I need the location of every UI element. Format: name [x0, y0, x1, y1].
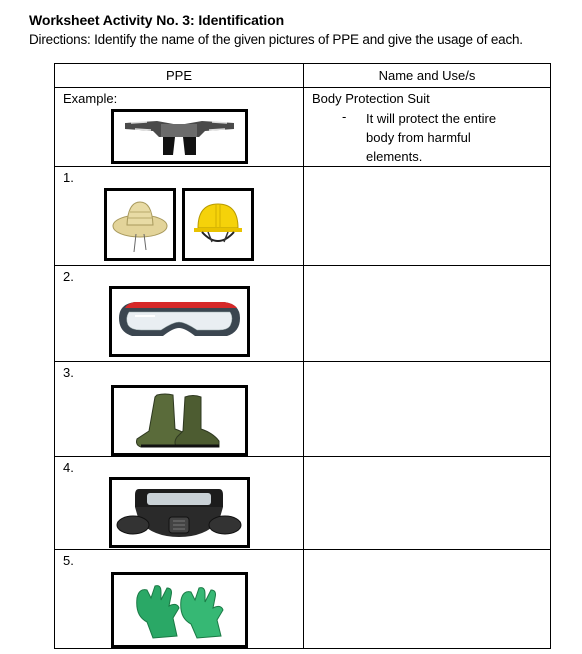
ppe-cell-4: [55, 457, 304, 550]
rubber-gloves-icon: [117, 578, 242, 642]
item-number: 5.: [63, 553, 74, 568]
gas-mask-icon: [115, 483, 244, 542]
worksheet-title: Worksheet Activity No. 3: Identification: [29, 12, 285, 28]
safety-goggles-icon: [115, 292, 244, 351]
item-number: 4.: [63, 460, 74, 475]
answer-cell-1[interactable]: [304, 167, 551, 266]
example-label: Example:: [63, 91, 118, 106]
ppe-cell-1: [55, 167, 304, 266]
table-row: [55, 457, 551, 550]
item-number: 1.: [63, 170, 74, 185]
example-row: [55, 88, 551, 167]
table-row: [55, 266, 551, 362]
gas-mask-picture: [109, 477, 250, 548]
answer-cell-2[interactable]: [304, 266, 551, 362]
straw-hat-picture: [104, 188, 176, 261]
hard-hat-picture: [182, 188, 254, 261]
table-row: [55, 362, 551, 457]
suit-picture: [111, 109, 248, 164]
table-row: [55, 167, 551, 266]
straw-hat-icon: [110, 194, 170, 255]
table-header-row: [55, 64, 551, 88]
use-dash: -: [342, 109, 347, 124]
example-answer-use: It will protect the entire body from harmful elements.: [366, 111, 497, 164]
ppe-cell-2: [55, 266, 304, 362]
item-number: 2.: [63, 269, 74, 284]
ppe-cell-3: [55, 362, 304, 457]
rubber-boots-icon: [117, 391, 242, 450]
item-number: 3.: [63, 365, 74, 380]
answer-cell-4[interactable]: [304, 457, 551, 550]
header-ppe: PPE: [55, 64, 304, 88]
ppe-table: [54, 63, 551, 649]
table-row: [55, 550, 551, 649]
answer-cell-3[interactable]: [304, 362, 551, 457]
body-suit-icon: [117, 115, 242, 158]
answer-cell-5[interactable]: [304, 550, 551, 649]
example-answer-cell: [304, 88, 551, 167]
example-ppe-cell: [55, 88, 304, 167]
hard-hat-icon: [188, 194, 248, 255]
gloves-picture: [111, 572, 248, 648]
goggles-picture: [109, 286, 250, 357]
boots-picture: [111, 385, 248, 456]
worksheet-directions: Directions: Identify the name of the given pictures of PPE and give the usage of each.: [29, 32, 523, 47]
ppe-cell-5: [55, 550, 304, 649]
header-name-use: Name and Use/s: [304, 64, 551, 88]
example-answer-name: Body Protection Suit: [312, 91, 430, 106]
